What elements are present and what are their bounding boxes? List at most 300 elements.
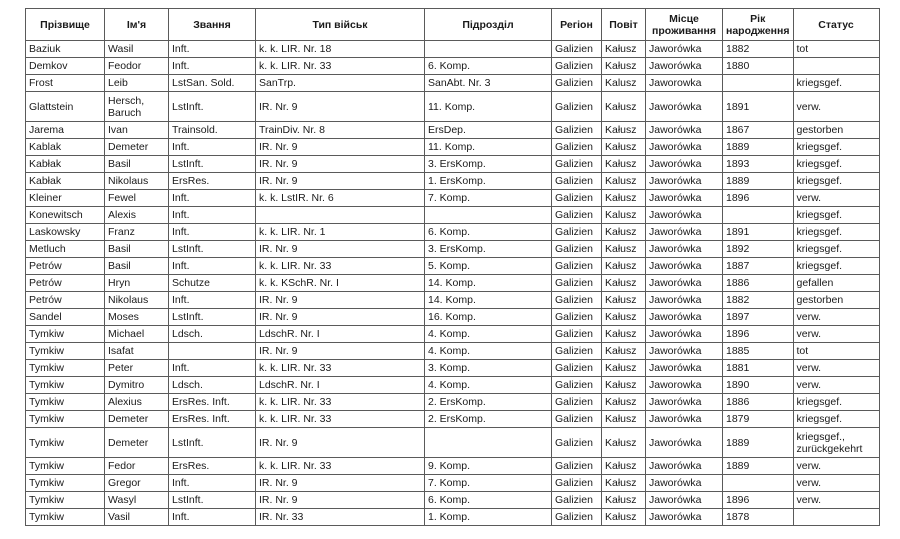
- table-row: [26, 207, 880, 224]
- table-row: [26, 458, 880, 475]
- cell-surname: Demkov: [26, 58, 105, 75]
- cell-rank: ErsRes.: [169, 458, 256, 475]
- cell-birth-year: 1889: [723, 139, 794, 156]
- cell-first-name: Dymitro: [105, 377, 169, 394]
- cell-unit: 3. ErsKomp.: [425, 156, 552, 173]
- cell-surname: Tymkiw: [26, 326, 105, 343]
- cell-surname: Tymkiw: [26, 428, 105, 458]
- cell-birth-year: 1879: [723, 411, 794, 428]
- cell-unit: ErsDep.: [425, 122, 552, 139]
- cell-birth-year: 1889: [723, 458, 794, 475]
- cell-status: [793, 58, 879, 75]
- cell-status: kriegsgef.: [793, 207, 879, 224]
- cell-district: Kałusz: [602, 258, 646, 275]
- cell-unit: 4. Komp.: [425, 377, 552, 394]
- table-row: [26, 122, 880, 139]
- cell-first-name: Fedor: [105, 458, 169, 475]
- cell-residence: Jaworówka: [646, 292, 723, 309]
- cell-status: gefallen: [793, 275, 879, 292]
- cell-district: Kałusz: [602, 360, 646, 377]
- cell-birth-year: 1878: [723, 509, 794, 526]
- cell-troop-type: LdschR. Nr. I: [256, 326, 425, 343]
- cell-first-name: Wasyl: [105, 492, 169, 509]
- cell-rank: Inft.: [169, 292, 256, 309]
- cell-birth-year: 1886: [723, 394, 794, 411]
- cell-birth-year: [723, 75, 794, 92]
- cell-birth-year: [723, 207, 794, 224]
- cell-status: verw.: [793, 458, 879, 475]
- cell-residence: Jaworówka: [646, 458, 723, 475]
- cell-residence: Jaworówka: [646, 241, 723, 258]
- cell-birth-year: 1891: [723, 92, 794, 122]
- cell-region: Galizien: [552, 309, 602, 326]
- table-row: [26, 394, 880, 411]
- cell-rank: Inft.: [169, 360, 256, 377]
- cell-region: Galizien: [552, 207, 602, 224]
- cell-unit: [425, 428, 552, 458]
- cell-birth-year: 1887: [723, 258, 794, 275]
- cell-troop-type: k. k. LIR. Nr. 33: [256, 458, 425, 475]
- cell-rank: LstInft.: [169, 428, 256, 458]
- table-row: [26, 156, 880, 173]
- cell-surname: Konewitsch: [26, 207, 105, 224]
- cell-status: verw.: [793, 326, 879, 343]
- cell-region: Galizien: [552, 190, 602, 207]
- cell-residence: Jaworówka: [646, 475, 723, 492]
- table-row: [26, 492, 880, 509]
- cell-unit: 11. Komp.: [425, 139, 552, 156]
- cell-status: gestorben: [793, 122, 879, 139]
- cell-rank: ErsRes. Inft.: [169, 394, 256, 411]
- cell-status: kriegsgef., zurückgekehrt: [793, 428, 879, 458]
- cell-surname: Kabłak: [26, 156, 105, 173]
- cell-first-name: Basil: [105, 156, 169, 173]
- cell-first-name: Nikolaus: [105, 292, 169, 309]
- cell-surname: Petrów: [26, 258, 105, 275]
- cell-district: Kałusz: [602, 475, 646, 492]
- cell-status: kriegsgef.: [793, 224, 879, 241]
- cell-district: Kałusz: [602, 122, 646, 139]
- cell-birth-year: 1897: [723, 309, 794, 326]
- cell-district: Kałusz: [602, 41, 646, 58]
- cell-surname: Tymkiw: [26, 475, 105, 492]
- cell-region: Galizien: [552, 377, 602, 394]
- cell-troop-type: k. k. KSchR. Nr. I: [256, 275, 425, 292]
- cell-first-name: Leib: [105, 75, 169, 92]
- cell-surname: Tymkiw: [26, 411, 105, 428]
- cell-birth-year: 1892: [723, 241, 794, 258]
- cell-rank: Inft.: [169, 139, 256, 156]
- cell-rank: Trainsold.: [169, 122, 256, 139]
- cell-rank: ErsRes.: [169, 173, 256, 190]
- cell-status: verw.: [793, 92, 879, 122]
- cell-residence: Jaworówka: [646, 156, 723, 173]
- cell-surname: Tymkiw: [26, 492, 105, 509]
- cell-district: Kalusz: [602, 173, 646, 190]
- cell-surname: Tymkiw: [26, 509, 105, 526]
- cell-region: Galizien: [552, 173, 602, 190]
- cell-unit: 2. ErsKomp.: [425, 394, 552, 411]
- cell-troop-type: SanTrp.: [256, 75, 425, 92]
- cell-residence: Jaworówka: [646, 326, 723, 343]
- cell-birth-year: 1880: [723, 58, 794, 75]
- cell-unit: 5. Komp.: [425, 258, 552, 275]
- cell-status: verw.: [793, 475, 879, 492]
- cell-rank: LstInft.: [169, 92, 256, 122]
- cell-residence: Jaworówka: [646, 360, 723, 377]
- soldiers-table: [25, 8, 880, 526]
- cell-unit: 1. ErsKomp.: [425, 173, 552, 190]
- cell-status: kriegsgef.: [793, 394, 879, 411]
- cell-district: Kałusz: [602, 58, 646, 75]
- cell-district: Kałusz: [602, 224, 646, 241]
- cell-residence: Jaworówka: [646, 224, 723, 241]
- cell-birth-year: 1881: [723, 360, 794, 377]
- cell-first-name: Feodor: [105, 58, 169, 75]
- table-row: [26, 428, 880, 458]
- cell-rank: Inft.: [169, 475, 256, 492]
- cell-birth-year: 1896: [723, 326, 794, 343]
- cell-surname: Jarema: [26, 122, 105, 139]
- cell-district: Kałusz: [602, 156, 646, 173]
- cell-status: tot: [793, 41, 879, 58]
- table-row: [26, 58, 880, 75]
- header-troop-type: Тип військ: [256, 9, 425, 41]
- cell-birth-year: 1867: [723, 122, 794, 139]
- cell-unit: 16. Komp.: [425, 309, 552, 326]
- cell-region: Galizien: [552, 224, 602, 241]
- cell-troop-type: LdschR. Nr. I: [256, 377, 425, 394]
- cell-status: kriegsgef.: [793, 139, 879, 156]
- cell-unit: 6. Komp.: [425, 58, 552, 75]
- cell-region: Galizien: [552, 326, 602, 343]
- cell-surname: Kleiner: [26, 190, 105, 207]
- cell-rank: LstInft.: [169, 492, 256, 509]
- table-row: [26, 41, 880, 58]
- cell-troop-type: k. k. LIR. Nr. 33: [256, 258, 425, 275]
- cell-unit: SanAbt. Nr. 3: [425, 75, 552, 92]
- cell-unit: 7. Komp.: [425, 475, 552, 492]
- cell-first-name: Demeter: [105, 428, 169, 458]
- cell-region: Galizien: [552, 509, 602, 526]
- table-row: [26, 241, 880, 258]
- cell-surname: Laskowsky: [26, 224, 105, 241]
- cell-surname: Glattstein: [26, 92, 105, 122]
- table-row: [26, 475, 880, 492]
- cell-residence: Jaworówka: [646, 509, 723, 526]
- cell-troop-type: k. k. LIR. Nr. 1: [256, 224, 425, 241]
- cell-troop-type: IR. Nr. 9: [256, 173, 425, 190]
- cell-status: verw.: [793, 492, 879, 509]
- cell-troop-type: IR. Nr. 9: [256, 292, 425, 309]
- cell-region: Galizien: [552, 458, 602, 475]
- cell-region: Galizien: [552, 41, 602, 58]
- cell-troop-type: IR. Nr. 9: [256, 309, 425, 326]
- cell-rank: Inft.: [169, 258, 256, 275]
- cell-rank: Inft.: [169, 207, 256, 224]
- cell-rank: Inft.: [169, 58, 256, 75]
- cell-surname: Baziuk: [26, 41, 105, 58]
- cell-troop-type: IR. Nr. 9: [256, 475, 425, 492]
- cell-first-name: Alexius: [105, 394, 169, 411]
- cell-residence: Jaworówka: [646, 173, 723, 190]
- cell-unit: 9. Komp.: [425, 458, 552, 475]
- cell-unit: 6. Komp.: [425, 224, 552, 241]
- cell-troop-type: IR. Nr. 9: [256, 92, 425, 122]
- cell-surname: Petrów: [26, 292, 105, 309]
- cell-district: Kałusz: [602, 92, 646, 122]
- cell-district: Kalusz: [602, 75, 646, 92]
- cell-first-name: Demeter: [105, 139, 169, 156]
- cell-surname: Sandel: [26, 309, 105, 326]
- cell-district: Kałusz: [602, 241, 646, 258]
- cell-rank: Inft.: [169, 224, 256, 241]
- cell-first-name: Michael: [105, 326, 169, 343]
- cell-unit: 3. Komp.: [425, 360, 552, 377]
- cell-troop-type: TrainDiv. Nr. 8: [256, 122, 425, 139]
- cell-residence: Jaworówka: [646, 190, 723, 207]
- cell-rank: Ldsch.: [169, 326, 256, 343]
- table-row: [26, 224, 880, 241]
- cell-surname: Frost: [26, 75, 105, 92]
- cell-region: Galizien: [552, 139, 602, 156]
- cell-district: Kałusz: [602, 139, 646, 156]
- cell-region: Galizien: [552, 92, 602, 122]
- cell-status: verw.: [793, 190, 879, 207]
- table-row: [26, 326, 880, 343]
- cell-unit: [425, 41, 552, 58]
- cell-first-name: Hersch, Baruch: [105, 92, 169, 122]
- cell-region: Galizien: [552, 122, 602, 139]
- cell-region: Galizien: [552, 343, 602, 360]
- cell-residence: Jaworówka: [646, 492, 723, 509]
- cell-status: kriegsgef.: [793, 411, 879, 428]
- header-surname: Прізвище: [26, 9, 105, 41]
- cell-birth-year: [723, 475, 794, 492]
- cell-region: Galizien: [552, 292, 602, 309]
- cell-unit: 1. Komp.: [425, 509, 552, 526]
- cell-residence: Jaworówka: [646, 41, 723, 58]
- cell-residence: Jaworówka: [646, 92, 723, 122]
- cell-surname: Tymkiw: [26, 394, 105, 411]
- cell-status: verw.: [793, 309, 879, 326]
- cell-residence: Jaworówka: [646, 207, 723, 224]
- cell-surname: Kabłak: [26, 173, 105, 190]
- header-row: [26, 9, 880, 41]
- cell-first-name: Ivan: [105, 122, 169, 139]
- table-row: [26, 190, 880, 207]
- cell-first-name: Nikolaus: [105, 173, 169, 190]
- table-row: [26, 360, 880, 377]
- cell-birth-year: 1896: [723, 190, 794, 207]
- cell-first-name: Alexis: [105, 207, 169, 224]
- cell-rank: Inft.: [169, 41, 256, 58]
- cell-unit: 2. ErsKomp.: [425, 411, 552, 428]
- cell-birth-year: 1889: [723, 428, 794, 458]
- cell-troop-type: IR. Nr. 9: [256, 156, 425, 173]
- cell-status: kriegsgef.: [793, 241, 879, 258]
- cell-status: kriegsgef.: [793, 156, 879, 173]
- cell-district: Kałusz: [602, 411, 646, 428]
- cell-district: Kałusz: [602, 275, 646, 292]
- cell-first-name: Peter: [105, 360, 169, 377]
- header-unit: Підрозділ: [425, 9, 552, 41]
- cell-first-name: Isafat: [105, 343, 169, 360]
- cell-birth-year: 1882: [723, 292, 794, 309]
- header-status: Статус: [793, 9, 879, 41]
- cell-district: Kałusz: [602, 394, 646, 411]
- cell-status: verw.: [793, 360, 879, 377]
- cell-first-name: Gregor: [105, 475, 169, 492]
- cell-district: Kałusz: [602, 458, 646, 475]
- cell-first-name: Franz: [105, 224, 169, 241]
- cell-status: verw.: [793, 377, 879, 394]
- cell-district: Kałusz: [602, 292, 646, 309]
- cell-unit: 14. Komp.: [425, 292, 552, 309]
- cell-district: Kałusz: [602, 428, 646, 458]
- cell-residence: Jaworówka: [646, 58, 723, 75]
- cell-first-name: Basil: [105, 258, 169, 275]
- cell-unit: 11. Komp.: [425, 92, 552, 122]
- cell-troop-type: IR. Nr. 9: [256, 428, 425, 458]
- cell-unit: 14. Komp.: [425, 275, 552, 292]
- cell-region: Galizien: [552, 411, 602, 428]
- cell-district: Kałusz: [602, 509, 646, 526]
- cell-status: gestorben: [793, 292, 879, 309]
- table-row: [26, 411, 880, 428]
- cell-status: [793, 509, 879, 526]
- cell-surname: Petrów: [26, 275, 105, 292]
- cell-rank: Ldsch.: [169, 377, 256, 394]
- cell-first-name: Wasil: [105, 41, 169, 58]
- cell-rank: LstInft.: [169, 241, 256, 258]
- cell-region: Galizien: [552, 58, 602, 75]
- cell-region: Galizien: [552, 394, 602, 411]
- cell-residence: Jaworówka: [646, 428, 723, 458]
- cell-district: Kalusz: [602, 207, 646, 224]
- cell-first-name: Moses: [105, 309, 169, 326]
- table-row: [26, 509, 880, 526]
- cell-surname: Kablak: [26, 139, 105, 156]
- cell-birth-year: 1882: [723, 41, 794, 58]
- cell-troop-type: IR. Nr. 33: [256, 509, 425, 526]
- header-residence: Місце проживання: [646, 9, 723, 41]
- cell-region: Galizien: [552, 475, 602, 492]
- cell-residence: Jaworówka: [646, 309, 723, 326]
- cell-district: Kałusz: [602, 309, 646, 326]
- cell-residence: Jaworówka: [646, 275, 723, 292]
- cell-birth-year: 1893: [723, 156, 794, 173]
- cell-troop-type: k. k. LIR. Nr. 33: [256, 394, 425, 411]
- cell-rank: Inft.: [169, 190, 256, 207]
- header-birth-year: Рік народження: [723, 9, 794, 41]
- cell-first-name: Hryn: [105, 275, 169, 292]
- cell-residence: Jaworowka: [646, 75, 723, 92]
- header-district: Повіт: [602, 9, 646, 41]
- cell-residence: Jaworówka: [646, 411, 723, 428]
- cell-district: Kałusz: [602, 326, 646, 343]
- cell-region: Galizien: [552, 156, 602, 173]
- cell-birth-year: 1890: [723, 377, 794, 394]
- cell-troop-type: IR. Nr. 9: [256, 343, 425, 360]
- cell-birth-year: 1885: [723, 343, 794, 360]
- cell-rank: Schutze: [169, 275, 256, 292]
- cell-district: Kałusz: [602, 492, 646, 509]
- header-first-name: Ім'я: [105, 9, 169, 41]
- cell-region: Galizien: [552, 75, 602, 92]
- table-row: [26, 309, 880, 326]
- cell-unit: 3. ErsKomp.: [425, 241, 552, 258]
- cell-unit: 6. Komp.: [425, 492, 552, 509]
- cell-rank: LstInft.: [169, 156, 256, 173]
- cell-first-name: Fewel: [105, 190, 169, 207]
- cell-first-name: Vasil: [105, 509, 169, 526]
- cell-troop-type: k. k. LIR. Nr. 18: [256, 41, 425, 58]
- cell-region: Galizien: [552, 241, 602, 258]
- cell-region: Galizien: [552, 275, 602, 292]
- table-row: [26, 139, 880, 156]
- cell-birth-year: 1896: [723, 492, 794, 509]
- cell-residence: Jaworówka: [646, 122, 723, 139]
- cell-troop-type: k. k. LIR. Nr. 33: [256, 360, 425, 377]
- cell-status: tot: [793, 343, 879, 360]
- cell-rank: [169, 343, 256, 360]
- cell-troop-type: k. k. LIR. Nr. 33: [256, 411, 425, 428]
- cell-troop-type: [256, 207, 425, 224]
- cell-troop-type: IR. Nr. 9: [256, 492, 425, 509]
- cell-unit: 4. Komp.: [425, 343, 552, 360]
- cell-residence: Jaworówka: [646, 394, 723, 411]
- cell-unit: [425, 207, 552, 224]
- cell-rank: ErsRes. Inft.: [169, 411, 256, 428]
- cell-surname: Tymkiw: [26, 343, 105, 360]
- cell-district: Kałusz: [602, 377, 646, 394]
- cell-troop-type: IR. Nr. 9: [256, 139, 425, 156]
- table-row: [26, 173, 880, 190]
- cell-rank: Inft.: [169, 509, 256, 526]
- cell-surname: Tymkiw: [26, 458, 105, 475]
- cell-first-name: Demeter: [105, 411, 169, 428]
- cell-residence: Jaworówka: [646, 258, 723, 275]
- cell-birth-year: 1891: [723, 224, 794, 241]
- table-row: [26, 258, 880, 275]
- cell-surname: Tymkiw: [26, 360, 105, 377]
- cell-troop-type: IR. Nr. 9: [256, 241, 425, 258]
- cell-residence: Jaworówka: [646, 139, 723, 156]
- cell-rank: LstInft.: [169, 309, 256, 326]
- cell-troop-type: k. k. LstIR. Nr. 6: [256, 190, 425, 207]
- cell-region: Galizien: [552, 428, 602, 458]
- cell-surname: Metluch: [26, 241, 105, 258]
- cell-birth-year: 1889: [723, 173, 794, 190]
- table-body: [26, 41, 880, 526]
- cell-district: Kałusz: [602, 343, 646, 360]
- table-row: [26, 275, 880, 292]
- header-region: Регіон: [552, 9, 602, 41]
- table-row: [26, 75, 880, 92]
- cell-first-name: Basil: [105, 241, 169, 258]
- cell-unit: 7. Komp.: [425, 190, 552, 207]
- cell-status: kriegsgef.: [793, 173, 879, 190]
- cell-district: Kałusz: [602, 190, 646, 207]
- table-row: [26, 377, 880, 394]
- cell-status: kriegsgef.: [793, 75, 879, 92]
- table-row: [26, 92, 880, 122]
- cell-region: Galizien: [552, 360, 602, 377]
- cell-residence: Jaworówka: [646, 343, 723, 360]
- cell-status: kriegsgef.: [793, 258, 879, 275]
- cell-region: Galizien: [552, 258, 602, 275]
